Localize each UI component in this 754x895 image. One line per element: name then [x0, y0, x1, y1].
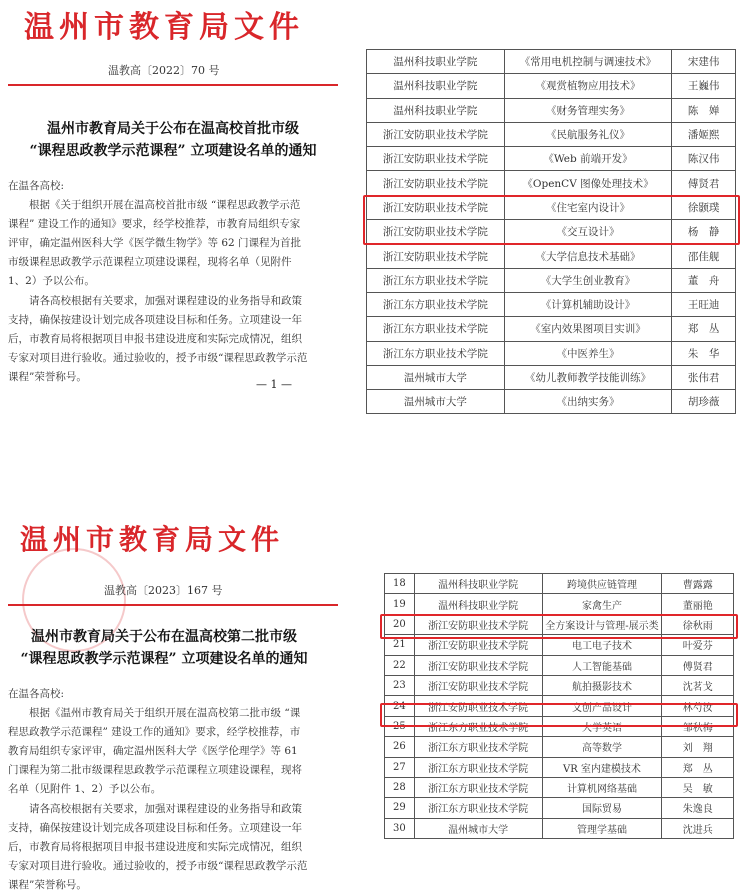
table-row	[367, 244, 736, 268]
cell-teacher: 徐颢璞	[672, 195, 736, 219]
doc2-title	[4, 626, 324, 670]
cell-teacher: 陈汉伟	[672, 147, 736, 171]
table-row	[385, 574, 734, 594]
cell-course: 《交互设计》	[504, 220, 672, 244]
doc2-red-rule	[8, 604, 338, 606]
cell-no: 27	[385, 757, 415, 777]
cell-teacher: 叶爱芬	[662, 635, 734, 655]
cell-teacher: 潘姬熙	[672, 122, 736, 146]
cell-course: 《计算机辅助设计》	[504, 292, 672, 316]
cell-teacher: 林芍汝	[662, 696, 734, 716]
cell-no: 30	[385, 818, 415, 838]
table-row	[385, 737, 734, 757]
cell-course: 《出纳实务》	[504, 390, 672, 414]
cell-school: 浙江东方职业技术学院	[367, 268, 505, 292]
cell-course: 《大学生创业教育》	[504, 268, 672, 292]
cell-course: 航拍摄影技术	[542, 675, 662, 695]
doc1-title	[8, 118, 338, 162]
cell-course: 《OpenCV 图像处理技术》	[504, 171, 672, 195]
cell-teacher: 宋建伟	[672, 50, 736, 74]
cell-teacher: 陈 婵	[672, 98, 736, 122]
cell-teacher: 郑 丛	[662, 757, 734, 777]
table-row	[385, 757, 734, 777]
cell-school: 浙江安防职业技术学院	[414, 614, 542, 634]
cell-no: 24	[385, 696, 415, 716]
cell-school: 温州城市大学	[367, 365, 505, 389]
cell-school: 浙江东方职业技术学院	[414, 777, 542, 797]
doc2-doc-number: 温教高〔2023〕167 号	[104, 584, 223, 597]
cell-school: 浙江东方职业技术学院	[367, 292, 505, 316]
table-row	[367, 171, 736, 195]
cell-course: 管理学基础	[542, 818, 662, 838]
cell-teacher: 胡珍薇	[672, 390, 736, 414]
doc2-red-header: 温州市教育局文件	[20, 523, 285, 556]
cell-school: 温州科技职业学院	[414, 594, 542, 614]
table-row	[367, 317, 736, 341]
doc1-paragraph-1: 根据《关于组织开展在温高校首批市级 “课程思政教学示范课程” 建设工作的通知》要求，经学校推荐，市教育局组织专家评审，确定温州医科大学《医学微生物学》等 62 门课程为首批市级课程思政教学示范课程立项建设课程，现将名单（见附件 1、2）予以公布。	[8, 199, 302, 287]
cell-teacher: 曹露露	[662, 574, 734, 594]
cell-course: 全方案设计与管理-展示类	[542, 614, 662, 634]
cell-school: 浙江安防职业技术学院	[367, 147, 505, 171]
cell-school: 浙江东方职业技术学院	[367, 341, 505, 365]
cell-course: 人工智能基础	[542, 655, 662, 675]
cell-teacher: 徐秋雨	[662, 614, 734, 634]
cell-teacher: 王旺迪	[672, 292, 736, 316]
cell-teacher: 傅贤君	[672, 171, 736, 195]
table-row	[367, 74, 736, 98]
cell-school: 温州科技职业学院	[367, 98, 505, 122]
table-row	[367, 268, 736, 292]
cell-school: 浙江安防职业技术学院	[414, 675, 542, 695]
cell-no: 28	[385, 777, 415, 797]
cell-course: 《中医养生》	[504, 341, 672, 365]
cell-no: 19	[385, 594, 415, 614]
doc2-highlight-box-row20	[380, 614, 738, 639]
cell-no: 26	[385, 737, 415, 757]
doc2-salutation: 在温各高校:	[8, 688, 65, 700]
cell-school: 温州城市大学	[414, 818, 542, 838]
cell-teacher: 吴 敏	[662, 777, 734, 797]
table-row	[385, 818, 734, 838]
cell-school: 浙江东方职业技术学院	[414, 798, 542, 818]
cell-course: 《大学信息技术基础》	[504, 244, 672, 268]
cell-teacher: 邵佳舰	[672, 244, 736, 268]
cell-school: 浙江安防职业技术学院	[414, 655, 542, 675]
doc1-doc-number: 温教高〔2022〕70 号	[108, 64, 220, 77]
doc1-title-line1: 温州市教育局关于公布在温高校首批市级	[47, 121, 299, 137]
table-row	[385, 594, 734, 614]
cell-teacher: 王巍伟	[672, 74, 736, 98]
cell-course: 国际贸易	[542, 798, 662, 818]
cell-course: 大学英语	[542, 716, 662, 736]
doc2-paragraph-2: 请各高校根据有关要求，加强对课程建设的业务指导和政策支持，确保按建设计划完成各项建设目标和任务。立项建设一年后，市教育局将根据项目申报书建设进度和实际完成情况，组织专家对项目进行验收。通过验收的，授予市级“课程思政教学示范课程”荣誉称号。	[8, 803, 308, 891]
cell-school: 浙江安防职业技术学院	[367, 171, 505, 195]
table-row	[385, 675, 734, 695]
cell-course: 《财务管理实务》	[504, 98, 672, 122]
cell-course: 《室内效果图项目实训》	[504, 317, 672, 341]
cell-school: 温州科技职业学院	[414, 574, 542, 594]
cell-course: 高等数学	[542, 737, 662, 757]
doc1-salutation: 在温各高校:	[8, 180, 65, 192]
cell-school: 浙江东方职业技术学院	[414, 757, 542, 777]
table-row	[385, 655, 734, 675]
doc1-paragraph-2: 请各高校根据有关要求，加强对课程建设的业务指导和政策支持，确保按建设计划完成各项建设目标和任务。立项建设一年后，市教育局将根据项目申报书建设进度和实际完成情况，组织专家对项目进行验收。通过验收的，授予市级“课程思政教学示范课程”荣誉称号。	[8, 295, 308, 383]
cell-school: 浙江安防职业技术学院	[414, 635, 542, 655]
cell-school: 浙江安防职业技术学院	[367, 220, 505, 244]
cell-teacher: 沈茗戈	[662, 675, 734, 695]
cell-teacher: 郑 丛	[672, 317, 736, 341]
doc1-red-rule	[8, 84, 338, 86]
table-row	[367, 147, 736, 171]
table-row	[367, 292, 736, 316]
cell-no: 23	[385, 675, 415, 695]
cell-school: 温州科技职业学院	[367, 50, 505, 74]
table-row	[367, 122, 736, 146]
cell-course: 《常用电机控制与调速技术》	[504, 50, 672, 74]
cell-teacher: 张伟君	[672, 365, 736, 389]
table-row	[367, 341, 736, 365]
cell-course: VR 室内建模技术	[542, 757, 662, 777]
cell-course: 跨境供应链管理	[542, 574, 662, 594]
cell-course: 《民航服务礼仪》	[504, 122, 672, 146]
cell-school: 浙江东方职业技术学院	[414, 737, 542, 757]
cell-course: 《观赏植物应用技术》	[504, 74, 672, 98]
cell-no: 18	[385, 574, 415, 594]
doc1-highlight-box	[363, 195, 740, 245]
cell-teacher: 邹秋梅	[662, 716, 734, 736]
cell-teacher: 朱 华	[672, 341, 736, 365]
cell-school: 浙江安防职业技术学院	[367, 244, 505, 268]
cell-course: 家禽生产	[542, 594, 662, 614]
doc2-highlight-box-row24	[380, 703, 738, 727]
cell-course: 《Web 前端开发》	[504, 147, 672, 171]
cell-school: 浙江安防职业技术学院	[367, 122, 505, 146]
doc2-title-line1: 温州市教育局关于公布在温高校第二批市级	[31, 629, 297, 645]
table-row	[367, 390, 736, 414]
doc2-title-line2: “课程思政教学示范课程” 立项建设名单的通知	[20, 651, 308, 667]
cell-no: 21	[385, 635, 415, 655]
cell-teacher: 傅贤君	[662, 655, 734, 675]
doc1-red-header: 温州市教育局文件	[24, 10, 304, 45]
table-row	[367, 98, 736, 122]
doc1-title-line2: “课程思政教学示范课程” 立项建设名单的通知	[29, 143, 317, 159]
cell-teacher: 沈进兵	[662, 818, 734, 838]
cell-course: 电工电子技术	[542, 635, 662, 655]
cell-course: 计算机网络基础	[542, 777, 662, 797]
cell-school: 浙江东方职业技术学院	[367, 317, 505, 341]
cell-school: 温州科技职业学院	[367, 74, 505, 98]
table-row	[385, 777, 734, 797]
cell-no: 20	[385, 614, 415, 634]
table-row	[385, 798, 734, 818]
doc1-page-number: — 1 —	[256, 378, 292, 391]
cell-course: 文创产品设计	[542, 696, 662, 716]
table-row	[367, 365, 736, 389]
cell-no: 25	[385, 716, 415, 736]
cell-course: 《幼儿教师教学技能训练》	[504, 365, 672, 389]
cell-teacher: 董 舟	[672, 268, 736, 292]
table-row	[367, 50, 736, 74]
cell-teacher: 刘 翔	[662, 737, 734, 757]
cell-no: 22	[385, 655, 415, 675]
cell-school: 浙江安防职业技术学院	[414, 696, 542, 716]
cell-school: 浙江安防职业技术学院	[367, 195, 505, 219]
cell-course: 《住宅室内设计》	[504, 195, 672, 219]
cell-teacher: 董丽艳	[662, 594, 734, 614]
cell-teacher: 杨 静	[672, 220, 736, 244]
cell-teacher: 朱逸良	[662, 798, 734, 818]
cell-no: 29	[385, 798, 415, 818]
doc2-paragraph-1: 根据《温州市教育局关于组织开展在温高校第二批市级 “课程思政教学示范课程” 建设工作的通知》要求，经学校推荐，市教育局组织专家评审，确定温州医科大学《医学伦理学》等 61 门课程为第二批市级课程思政教学示范课程立项建设课程，现将名单（见附件 1、2）予以公布。	[8, 707, 302, 795]
cell-school: 温州城市大学	[367, 390, 505, 414]
cell-school: 浙江东方职业技术学院	[414, 716, 542, 736]
